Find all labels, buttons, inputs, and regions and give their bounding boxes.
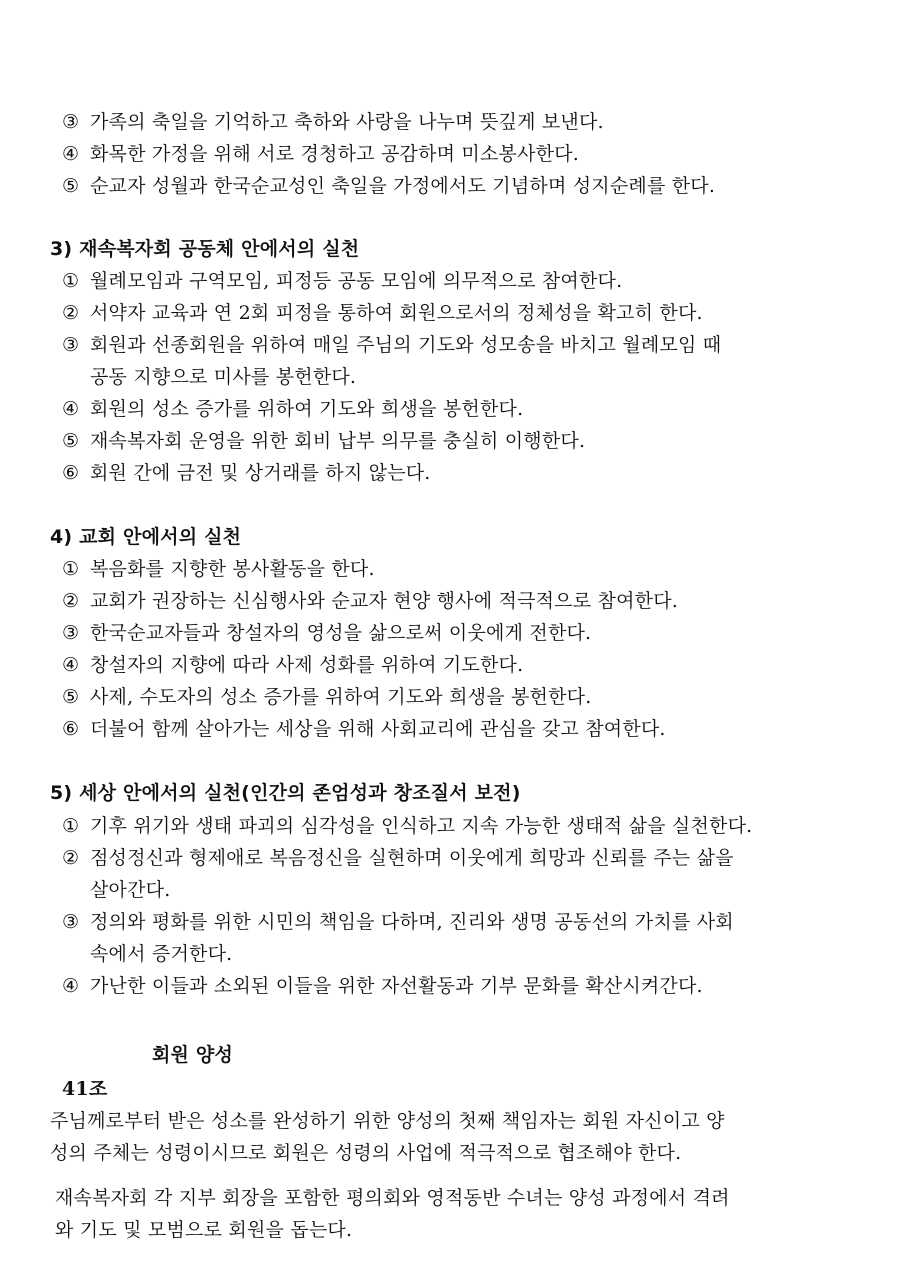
item-text: 점성정신과 형제애로 복음정신을 실현하며 이웃에게 희망과 신뢰를 주는 삶을 [90, 847, 734, 869]
section-heading: 4) 교회 안에서의 실천 [50, 526, 242, 548]
item-number: ③ [62, 622, 80, 644]
list-item [62, 653, 523, 677]
item-text: 한국순교자들과 창설자의 영성을 삶으로써 이웃에게 전한다. [90, 622, 592, 644]
item-number: ③ [62, 911, 80, 933]
paragraph-line: 성의 주체는 성령이시므로 회원은 성령의 사업에 적극적으로 협조해야 한다. [50, 1142, 682, 1164]
item-number: ④ [62, 398, 80, 420]
item-number: ② [62, 590, 80, 612]
item-text: 순교자 성월과 한국순교성인 축일을 가정에서도 기념하며 성지순례를 한다. [90, 175, 716, 197]
item-text: 서약자 교육과 연 2회 피정을 통하여 회원으로서의 정체성을 확고히 한다. [90, 302, 703, 324]
list-item [62, 557, 375, 581]
paragraph-line: 와 기도 및 모범으로 회원을 돕는다. [55, 1219, 353, 1241]
item-text: 재속복자회 운영을 위한 회비 납부 의무를 충실히 이행한다. [90, 430, 586, 452]
list-item [62, 333, 721, 357]
item-number: ② [62, 302, 80, 324]
list-item [62, 717, 666, 741]
item-text: 복음화를 지향한 봉사활동을 한다. [90, 558, 375, 580]
item-text: 회원의 성소 증가를 위하여 기도와 희생을 봉헌한다. [90, 398, 524, 420]
item-number: ① [62, 558, 80, 580]
article-title: 회원 양성 [152, 1044, 234, 1066]
list-item [62, 269, 622, 293]
item-number: ④ [62, 975, 80, 997]
item-text: 교회가 권장하는 신심행사와 순교자 현양 행사에 적극적으로 참여한다. [90, 590, 678, 612]
list-item [62, 429, 585, 453]
item-text: 화목한 가정을 위해 서로 경청하고 공감하며 미소봉사한다. [90, 143, 579, 165]
item-number: ⑥ [62, 718, 80, 740]
list-item [62, 397, 523, 421]
item-number: ⑤ [62, 430, 80, 452]
list-item [62, 846, 734, 870]
item-text: 창설자의 지향에 따라 사제 성화를 위하여 기도한다. [90, 654, 524, 676]
item-number: ② [62, 847, 80, 869]
item-continuation: 살아간다. [90, 879, 171, 901]
list-item [62, 174, 715, 198]
paragraph-line: 주님께로부터 받은 성소를 완성하기 위한 양성의 첫째 책임자는 회원 자신이고 양 [50, 1110, 725, 1132]
list-item [62, 621, 591, 645]
item-text: 월례모임과 구역모임, 피정등 공동 모임에 의무적으로 참여한다. [90, 270, 623, 292]
item-number: ③ [62, 334, 80, 356]
item-number: ④ [62, 654, 80, 676]
item-number: ③ [62, 111, 80, 133]
item-text: 사제, 수도자의 성소 증가를 위하여 기도와 희생을 봉헌한다. [90, 686, 592, 708]
item-text: 가난한 이들과 소외된 이들을 위한 자선활동과 기부 문화를 확산시켜간다. [90, 975, 703, 997]
list-item [62, 461, 431, 485]
item-text: 정의와 평화를 위한 시민의 책임을 다하며, 진리와 생명 공동선의 가치를 사회 [90, 911, 734, 933]
list-item [62, 974, 703, 998]
item-text: 기후 위기와 생태 파괴의 심각성을 인식하고 지속 가능한 생태적 삶을 실천한다. [90, 815, 753, 837]
section-heading: 5) 세상 안에서의 실천(인간의 존엄성과 창조질서 보전) [50, 782, 521, 804]
item-number: ④ [62, 143, 80, 165]
list-item [62, 589, 678, 613]
list-item [62, 142, 579, 166]
item-number: ① [62, 815, 80, 837]
list-item [62, 910, 734, 934]
item-number: ⑤ [62, 175, 80, 197]
item-text: 회원과 선종회원을 위하여 매일 주님의 기도와 성모송을 바치고 월례모임 때 [90, 334, 722, 356]
item-text: 가족의 축일을 기억하고 축하와 사랑을 나누며 뜻깊게 보낸다. [90, 111, 604, 133]
section-heading: 3) 재속복자회 공동체 안에서의 실천 [50, 238, 360, 260]
item-number: ① [62, 270, 80, 292]
item-number: ⑤ [62, 686, 80, 708]
item-continuation: 속에서 증거한다. [90, 943, 233, 965]
list-item [62, 301, 703, 325]
list-item [62, 814, 752, 838]
item-number: ⑥ [62, 462, 80, 484]
list-item [62, 110, 604, 134]
list-item [62, 685, 591, 709]
article-number: 41조 [62, 1078, 108, 1100]
item-continuation: 공동 지향으로 미사를 봉헌한다. [90, 366, 357, 388]
item-text: 회원 간에 금전 및 상거래를 하지 않는다. [90, 462, 431, 484]
paragraph-line: 재속복자회 각 지부 회장을 포함한 평의회와 영적동반 수녀는 양성 과정에서 격려 [55, 1187, 730, 1209]
item-text: 더불어 함께 살아가는 세상을 위해 사회교리에 관심을 갖고 참여한다. [90, 718, 666, 740]
